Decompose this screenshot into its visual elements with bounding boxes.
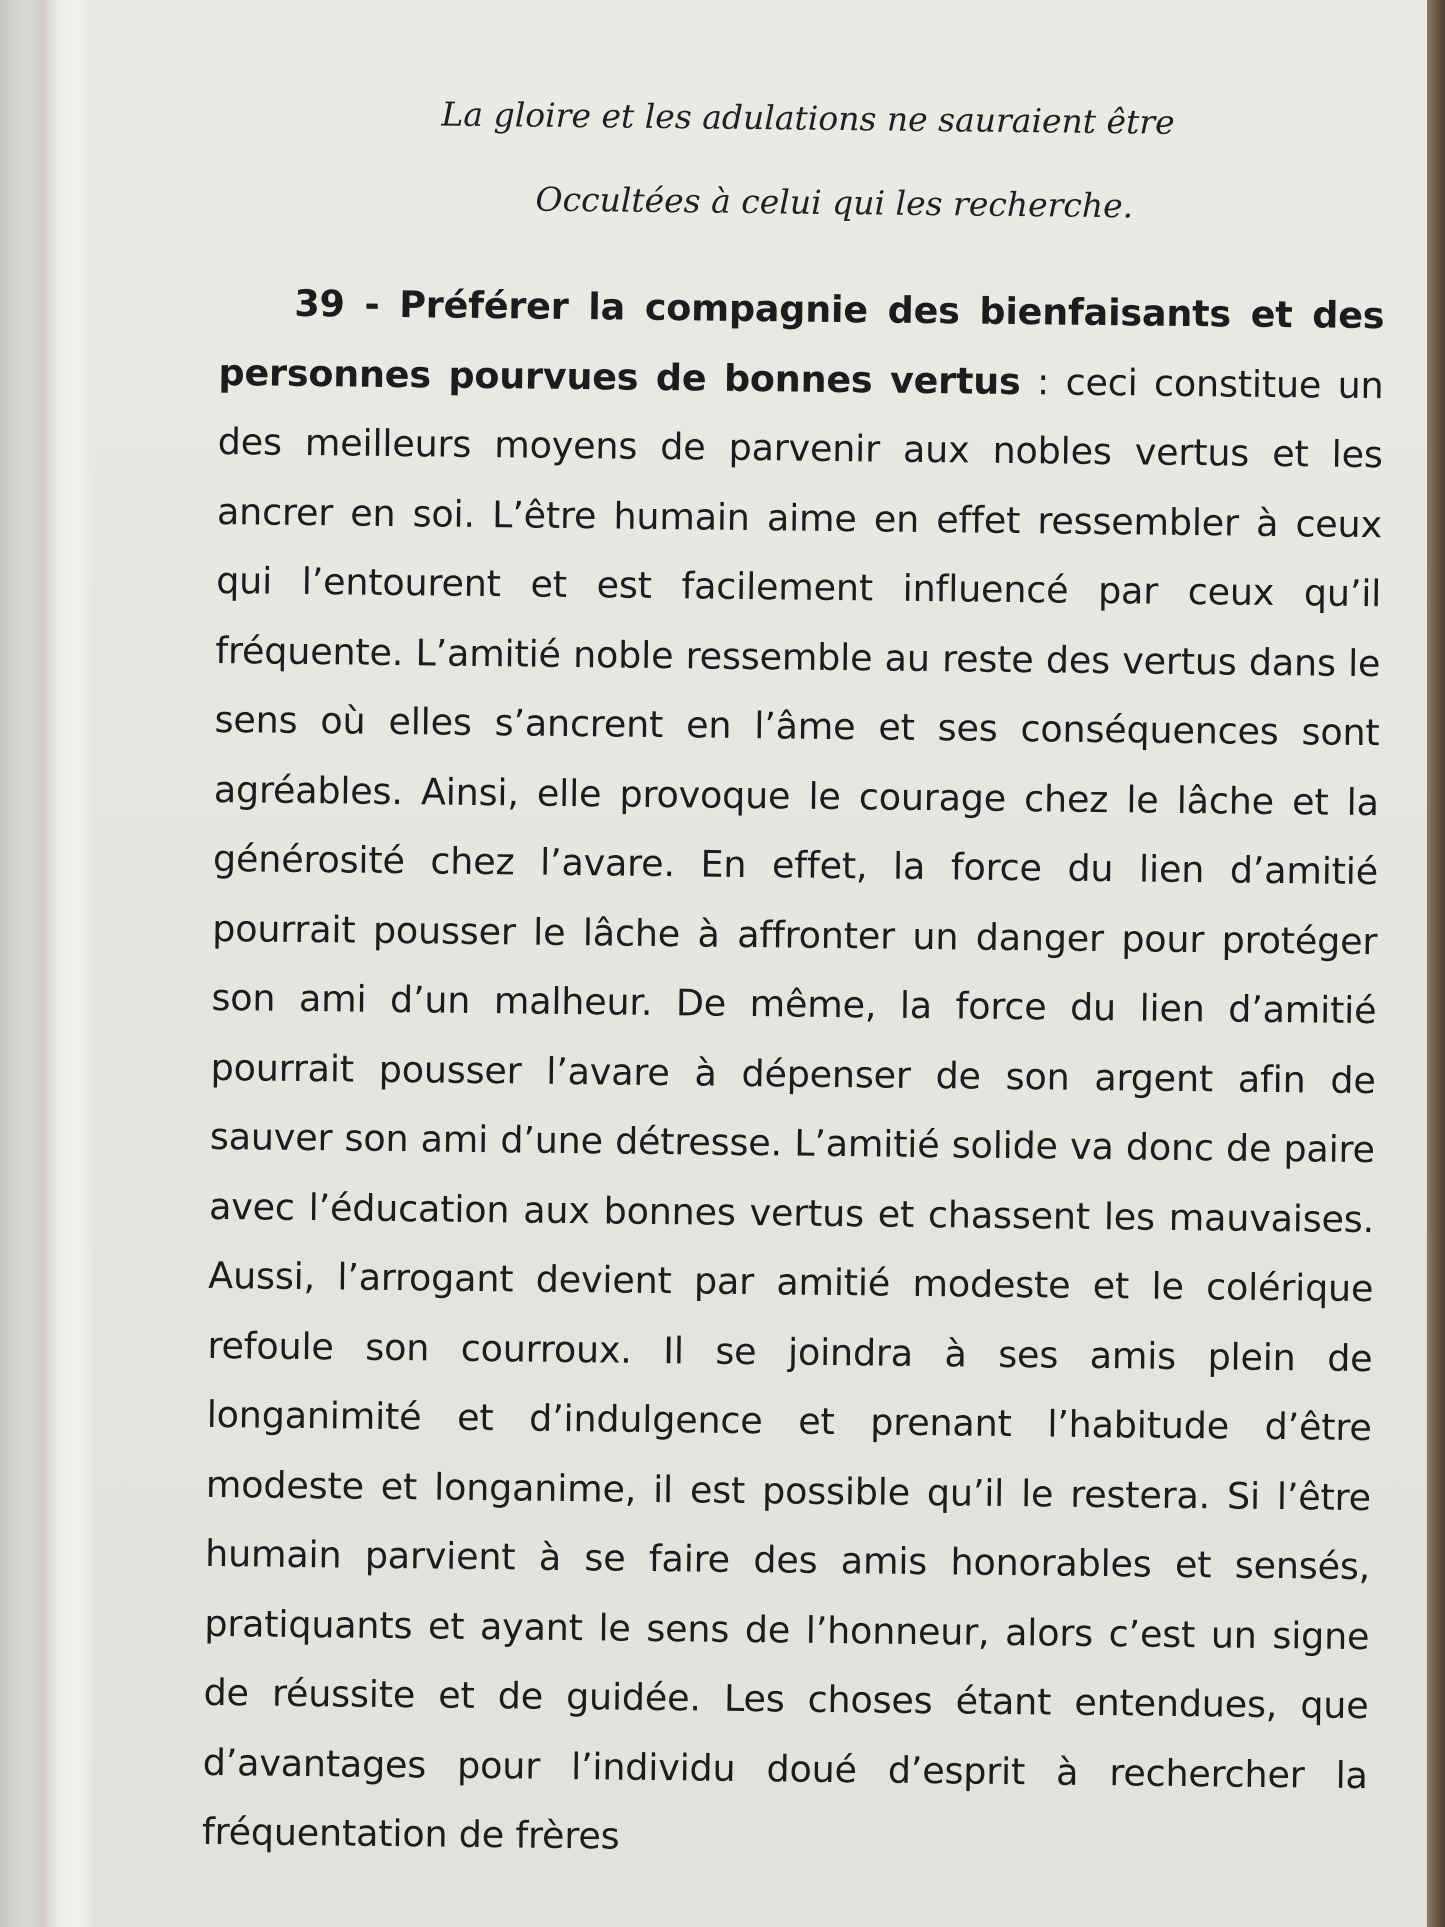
epigraph <box>220 70 1402 251</box>
epigraph-line-2: Occultées à celui qui les recherche. <box>535 179 1134 226</box>
epigraph-line-1: La gloire et les adulations ne sauraient être <box>441 94 1175 142</box>
paragraph-39 <box>202 268 1385 1880</box>
paragraph-text: : ceci constitue un des meilleurs moyens de parvenir aux nobles vertus et les ancrer en soi. L’être humain aime en effet ressembler à ceux qui l’entourent et est facilement influencé par ceux qu’il fréquente. L’amitié noble ressemble au reste des vertus dans le sens où elles s’ancrent en l’âme et ses conséquences sont agréables. Ainsi, elle provoque le courage chez le lâche et la générosité chez l’avare. En effet, la force du lien d’amitié pourrait pousser le lâche à affronter un danger pour protéger son ami d’un malheur. De même, la force du lien d’amitié pourrait pousser l’avare à dépenser de son argent afin de sauver son ami d’une détresse. L’amitié solide va donc de paire avec l’éducation aux bonnes vertus et chassent les mauvaises. Aussi, l’arrogant devient par amitié modeste et le colérique refoule son courroux. Il se joindra à ses amis plein de longanimité et d’indulgence et prenant l’habitude d’être modeste et longanime, il est possible qu’il le restera. Si l’être humain parvient à se faire des amis honorables et sensés, pratiquants et ayant le sens de l’honneur, alors c’est un signe de réussite et de guidée. Les choses étant entendues, que d’avantages pour l’individu doué d’esprit à rechercher la fréquentation de frères <box>201 359 1384 1858</box>
paragraph-title: Préférer la compagnie des bienfaisants et des personnes pourvues de bonnes vertus <box>218 283 1385 403</box>
page-content <box>202 70 1402 1880</box>
book-cover-edge <box>1427 0 1445 1927</box>
paragraph-number: 39 - <box>294 281 400 327</box>
